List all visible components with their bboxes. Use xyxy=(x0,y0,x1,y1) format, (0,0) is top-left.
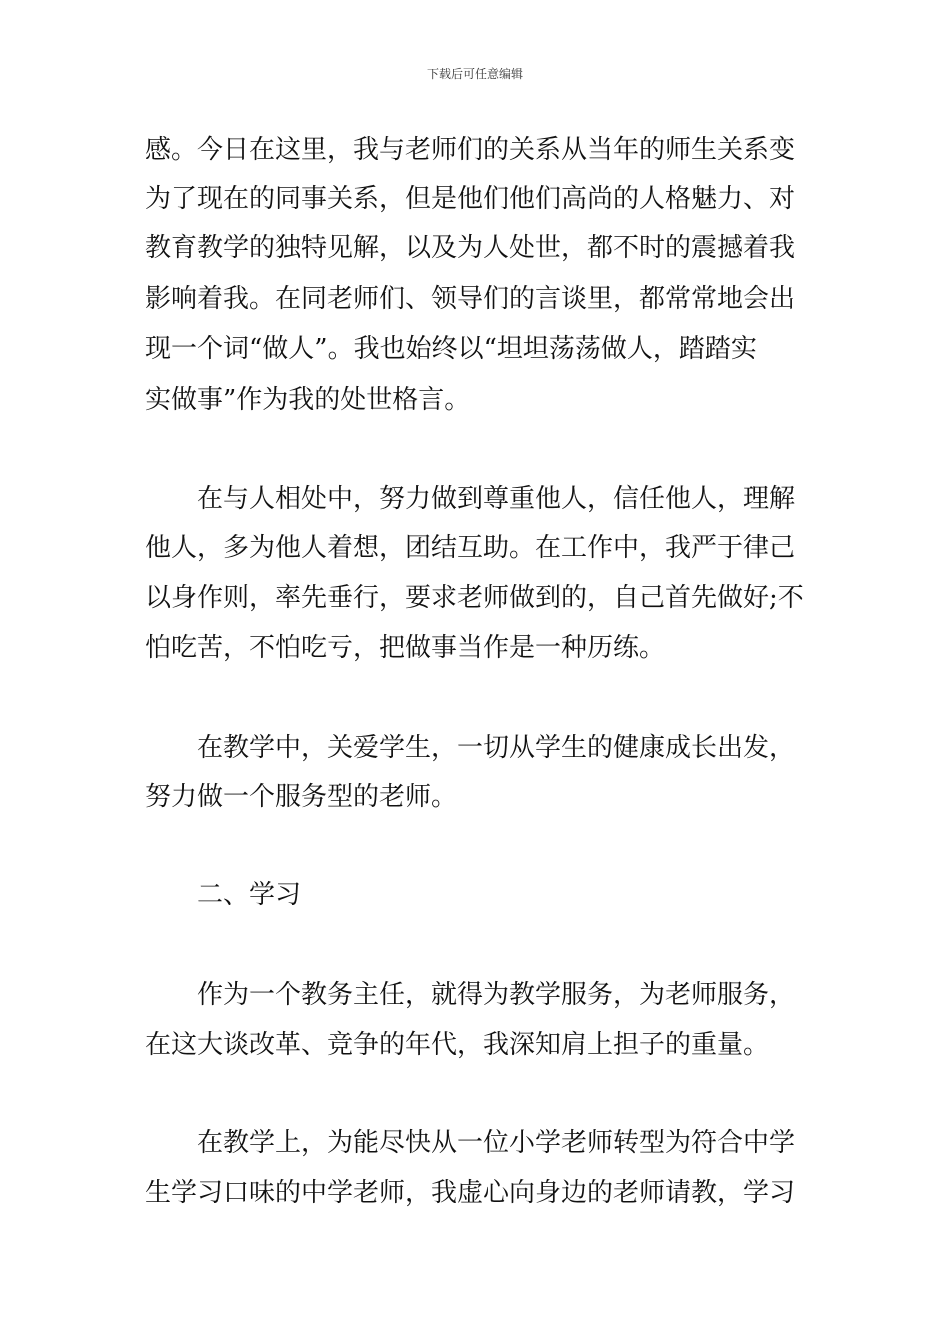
page-header: 下载后可任意编辑 xyxy=(426,67,523,81)
text-line: 作为一个教务主任，就得为教学服务，为老师服务， xyxy=(145,980,796,1010)
text-line: 实做事”作为我的处世格言。 xyxy=(145,385,471,415)
section-heading: 二、学习 xyxy=(145,880,302,910)
text-line: 在教学中，关爱学生，一切从学生的健康成长出发， xyxy=(145,733,796,763)
text-line: 教育教学的独特见解，以及为人处世，都不时的震撼着我 xyxy=(145,233,796,263)
text-line: 在与人相处中，努力做到尊重他人，信任他人，理解 xyxy=(145,484,796,514)
text-line: 影响着我。在同老师们、领导们的言谈里，都常常地会出 xyxy=(145,284,796,314)
text-line: 为了现在的同事关系，但是他们他们高尚的人格魅力、对 xyxy=(145,184,796,214)
text-line: 努力做一个服务型的老师。 xyxy=(145,782,458,812)
text-line: 怕吃苦，不怕吃亏，把做事当作是一种历练。 xyxy=(145,633,666,663)
text-line: 在这大谈改革、竞争的年代，我深知肩上担子的重量。 xyxy=(145,1030,770,1060)
text-line: 他人，多为他人着想，团结互助。在工作中，我严于律己 xyxy=(145,533,796,563)
text-line: 在教学上，为能尽快从一位小学老师转型为符合中学 xyxy=(145,1128,796,1158)
text-line: 感。今日在这里，我与老师们的关系从当年的师生关系变 xyxy=(145,135,796,165)
text-line: 生学习口味的中学老师，我虚心向身边的老师请教，学习 xyxy=(145,1178,796,1208)
text-line: 以身作则，率先垂行，要求老师做到的，自己首先做好;不 xyxy=(145,583,804,613)
text-line: 现一个词“做人”。我也始终以“坦坦荡荡做人，踏踏实 xyxy=(145,334,757,364)
